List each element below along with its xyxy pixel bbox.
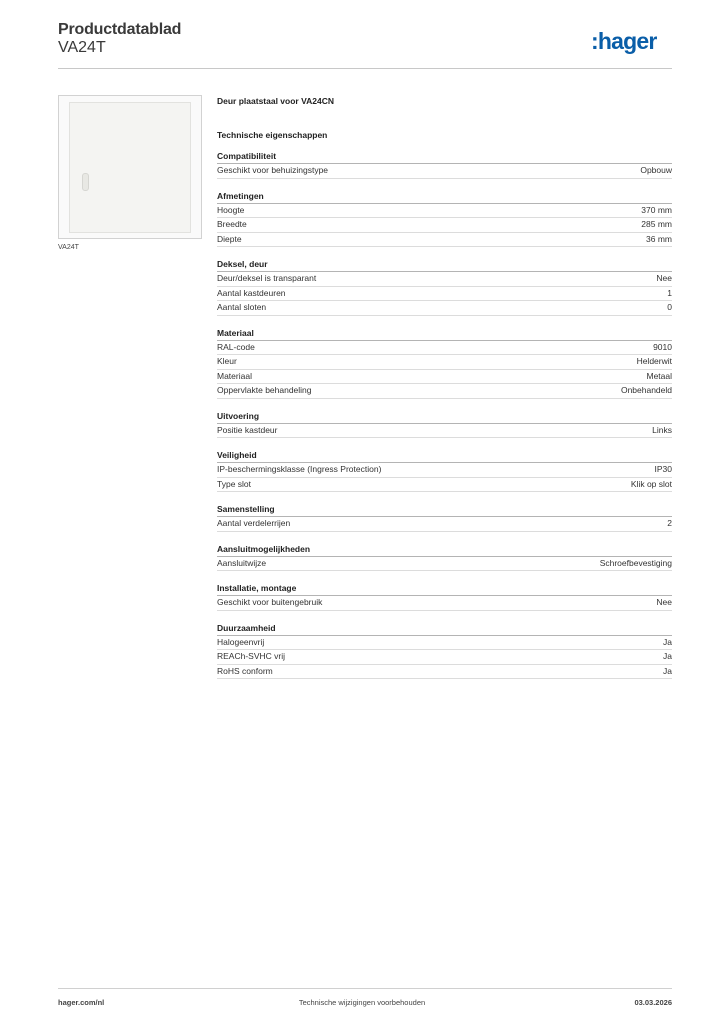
footer-disclaimer: Technische wijzigingen voorbehouden — [298, 998, 426, 1007]
spec-row — [217, 557, 672, 572]
spec-row — [217, 665, 672, 680]
spec-label: REACh-SVHC vrij — [217, 651, 286, 661]
spec-label: Materiaal — [217, 370, 252, 381]
tech-heading: Technische eigenschappen — [217, 130, 328, 140]
spec-value: Links — [652, 424, 672, 435]
spec-row — [217, 650, 672, 665]
spec-label: Oppervlakte behandeling — [217, 385, 312, 395]
spec-value: Helderwit — [636, 356, 672, 366]
spec-label: Aantal kastdeuren — [217, 287, 286, 298]
spec-section — [217, 622, 672, 680]
section-title: Installatie, montage — [217, 582, 672, 596]
spec-label: Aansluitwijze — [217, 557, 267, 568]
spec-row — [217, 301, 672, 316]
spec-label: Geschikt voor behuizingstype — [217, 165, 329, 175]
section-title: Deksel, deur — [217, 258, 672, 272]
spec-section — [217, 543, 672, 572]
spec-label: Halogeenvrij — [217, 636, 265, 647]
spec-row — [217, 384, 672, 399]
spec-row — [217, 287, 672, 302]
section-title: Samenstelling — [217, 503, 672, 517]
spec-row — [217, 341, 672, 356]
door-handle-illustration — [82, 173, 89, 191]
spec-value: 9010 — [653, 341, 672, 352]
spec-sections — [217, 150, 672, 679]
spec-label: Deur/deksel is transparant — [217, 273, 317, 283]
product-code: VA24T — [58, 39, 106, 56]
spec-section — [217, 503, 672, 532]
page-title: Productdatablad — [58, 21, 182, 38]
spec-section — [217, 449, 672, 492]
spec-row — [217, 463, 672, 478]
spec-label: Hoogte — [217, 204, 245, 215]
header-divider — [58, 68, 672, 69]
spec-row — [217, 424, 672, 439]
section-title: Veiligheid — [217, 449, 672, 463]
spec-label: Diepte — [217, 233, 242, 244]
hager-logo: :hager — [591, 28, 657, 54]
spec-row — [217, 204, 672, 219]
spec-label: Positie kastdeur — [217, 424, 278, 435]
spec-row — [217, 164, 672, 179]
spec-row — [217, 272, 672, 287]
door-panel-illustration — [69, 102, 191, 233]
spec-label: Breedte — [217, 219, 247, 229]
spec-row — [217, 218, 672, 233]
spec-value: Opbouw — [640, 165, 672, 175]
spec-label: Type slot — [217, 478, 252, 489]
spec-row — [217, 596, 672, 611]
spec-label: IP-beschermingsklasse (Ingress Protection) — [217, 464, 382, 474]
spec-value: 1 — [667, 287, 672, 298]
spec-value: Metaal — [646, 370, 672, 381]
section-title: Uitvoering — [217, 410, 672, 424]
spec-value: Ja — [663, 665, 672, 676]
spec-value: 370 mm — [641, 204, 672, 215]
product-image — [58, 95, 202, 239]
spec-row — [217, 355, 672, 370]
spec-label: Aantal sloten — [217, 302, 267, 312]
spec-section — [217, 327, 672, 399]
spec-value: Schroefbevestiging — [599, 557, 672, 568]
spec-value: 0 — [667, 302, 672, 312]
spec-section — [217, 190, 672, 248]
spec-row — [217, 517, 672, 532]
spec-row — [217, 478, 672, 493]
spec-value: Ja — [663, 636, 672, 647]
image-caption: VA24T — [58, 244, 79, 251]
spec-value: IP30 — [654, 464, 672, 474]
spec-value: Ja — [663, 651, 672, 661]
spec-value: 285 mm — [641, 219, 672, 229]
spec-label: RoHS conform — [217, 665, 273, 676]
spec-section — [217, 258, 672, 316]
spec-section — [217, 150, 672, 179]
section-title: Duurzaamheid — [217, 622, 672, 636]
section-title: Compatibiliteit — [217, 150, 672, 164]
section-title: Materiaal — [217, 327, 672, 341]
spec-value: Nee — [656, 273, 672, 283]
spec-value: Klik op slot — [630, 478, 672, 489]
spec-row — [217, 636, 672, 651]
footer-divider — [58, 988, 672, 989]
section-title: Afmetingen — [217, 190, 672, 204]
spec-value: 2 — [667, 518, 672, 528]
specifications — [217, 91, 672, 690]
footer-date: 03.03.2026 — [634, 998, 672, 1007]
spec-value: Nee — [656, 597, 672, 607]
spec-section — [217, 582, 672, 611]
spec-row — [217, 370, 672, 385]
spec-label: RAL-code — [217, 341, 255, 352]
spec-label: Kleur — [217, 356, 237, 366]
spec-label: Geschikt voor buitengebruik — [217, 597, 323, 607]
spec-section — [217, 410, 672, 439]
product-title: Deur plaatstaal voor VA24CN — [217, 96, 334, 106]
footer-website: hager.com/nl — [58, 998, 105, 1007]
spec-value: 36 mm — [646, 233, 672, 244]
spec-value: Onbehandeld — [620, 385, 672, 395]
spec-row — [217, 233, 672, 248]
section-title: Aansluitmogelijkheden — [217, 543, 672, 557]
spec-label: Aantal verdelerrijen — [217, 518, 291, 528]
